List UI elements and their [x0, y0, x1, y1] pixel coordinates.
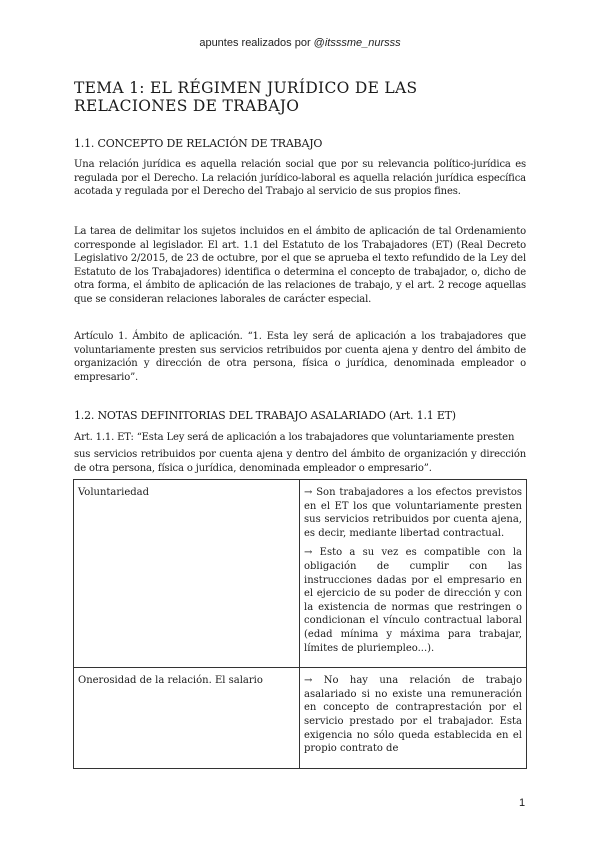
section-heading-1-2: 1.2. NOTAS DEFINITORIAS DEL TRABAJO ASALARIADO (Art. 1.1 ET) — [74, 409, 456, 422]
table-term-cell: Onerosidad de la relación. El salario — [74, 668, 300, 769]
section-heading-1-1: 1.1. CONCEPTO DE RELACIÓN DE TRABAJO — [74, 137, 323, 150]
table-row — [74, 480, 527, 668]
table-desc-text: → Esto a su vez es compatible con la obligación de cumplir con las instrucciones dadas por el empresario en el ejercicio de su poder de dirección y con la existencia de normas que restringen o condicionan el vínculo contractual laboral (edad mínima y máxima para trabajar, límites de pluriempleo...). — [304, 547, 522, 654]
intro-line-1: Art. 1.1. ET: “Esta Ley será de aplicación a los trabajadores que voluntariamente presten — [74, 432, 515, 443]
author-handle: itsssme_nursss — [324, 37, 401, 49]
header-prefix: apuntes realizados por @ — [199, 37, 325, 49]
page-number: 1 — [519, 797, 526, 809]
definitions-table — [73, 479, 527, 769]
table-desc-cell — [300, 480, 527, 668]
page-title: TEMA 1: EL RÉGIMEN JURÍDICO DE LAS RELACIONES DE TRABAJO — [74, 79, 418, 115]
paragraph-articulo-1: Artículo 1. Ámbito de aplicación. “1. Esta ley será de aplicación a los trabajadores que voluntariamente presten sus servicios retribuidos por cuenta ajena y dentro del ámbito de organización y dirección de otra persona, física o jurídica, denominada empleador o empresario”. — [74, 331, 526, 383]
table-row — [74, 668, 527, 769]
intro-line-2: sus servicios retribuidos por cuenta ajena y dentro del ámbito de organización y dirección de otra persona, física o jurídica, denominada empleador o empresario”. — [74, 449, 526, 474]
table-desc-text: → No hay una relación de trabajo asalariado si no existe una remuneración en concepto de contraprestación por el servicio prestado por el trabajador. Esta exigencia no sólo queda establecida en el propio contrato de — [304, 675, 522, 755]
table-desc-cell — [300, 668, 527, 769]
paragraph-relacion-juridica: Una relación jurídica es aquella relación social que por su relevancia político-jurídica es regulada por el Derecho. La relación jurídico-laboral es aquella relación jurídica específica acotada y regulada por el Derecho del Trabajo al servicio de sus propios fines. — [74, 159, 526, 198]
table-desc-text: → Son trabajadores a los efectos previstos en el ET los que voluntariamente presten sus servicios retribuidos por cuenta ajena, es decir, mediante libertad contractual. — [304, 487, 522, 539]
paragraph-delimitar-sujetos: La tarea de delimitar los sujetos incluidos en el ámbito de aplicación de tal Ordenamiento corresponde al legislador. El art. 1.1 del Estatuto de los Trabajadores (ET) (Real Decreto Legislativo 2/2015, de 23 de octubre, por el que se aprueba el texto refundido de la Ley del Estatuto de los Trabajadores) identifica o determina el concepto de trabajador, o, dicho de otra forma, el ámbito de aplicación de las relaciones de trabajo, y el art. 2 recoge aquellas que se consideran relaciones laborales de carácter especial. — [74, 226, 526, 305]
table-term-cell: Voluntariedad — [74, 480, 300, 668]
